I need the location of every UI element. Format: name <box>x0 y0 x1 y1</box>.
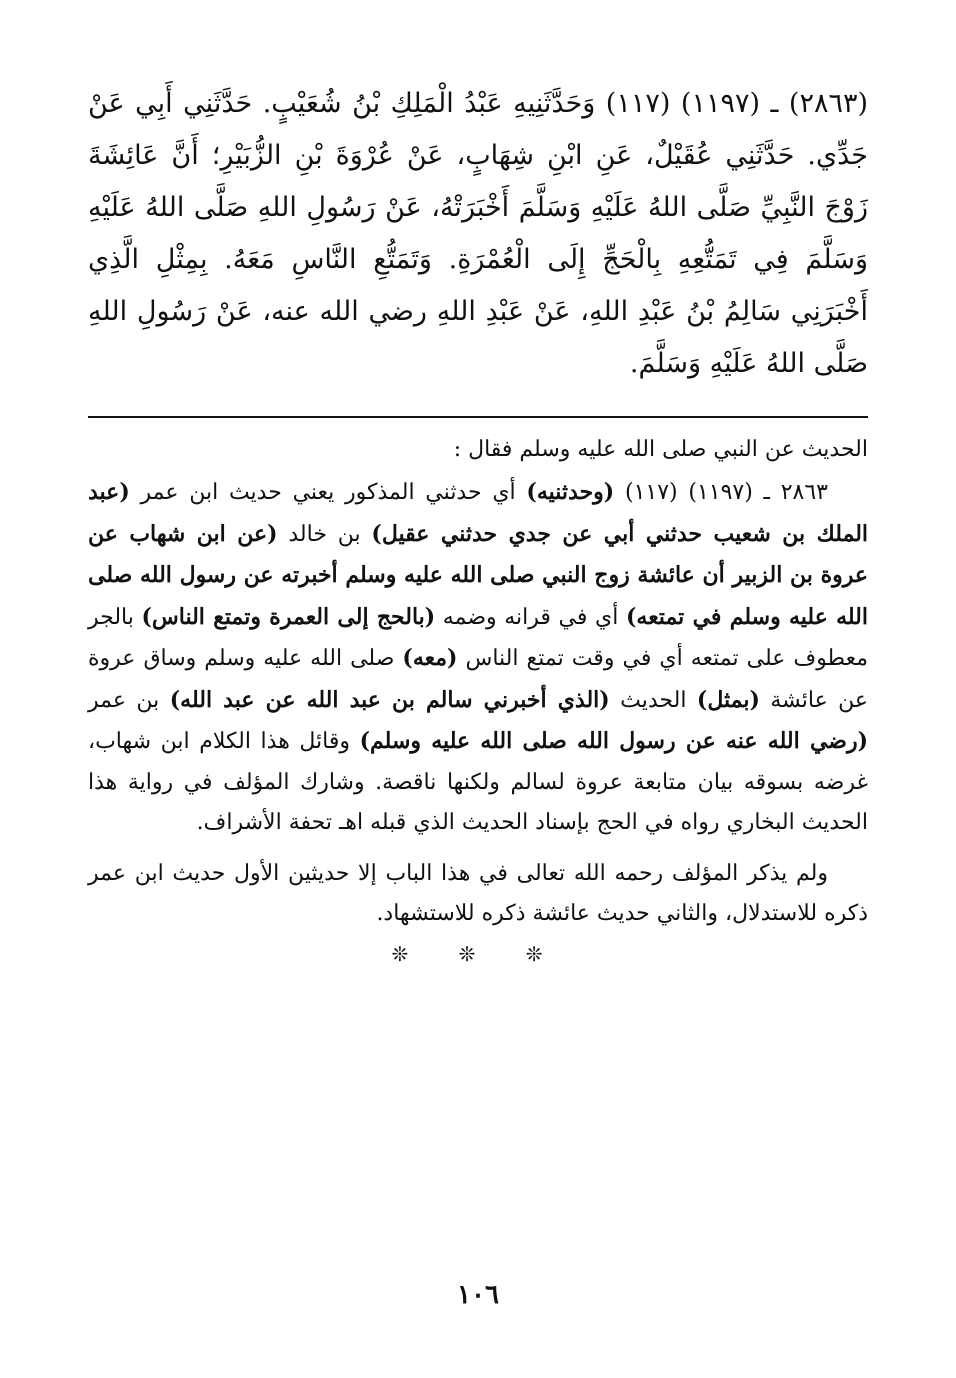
closing-paragraph: ولم يذكر المؤلف رحمه الله تعالى في هذا الباب إلا حديثين الأول حديث ابن عمر ذكره للاستدلال، والثاني حديث عائشة ذكره للاستشهاد. <box>88 860 868 926</box>
quoted-hadith-phrase: (معه) <box>402 645 458 671</box>
commentary-phrase: صلى الله عليه وسلم وساق عروة عن عائشة <box>88 646 869 713</box>
quoted-hadith-phrase: (بالحج إلى العمرة وتمتع الناس) <box>141 603 436 630</box>
commentary-phrase: أي في قرانه وضمه <box>435 604 626 630</box>
section-separator: ❊ ❊ ❊ <box>391 941 565 966</box>
commentary-phrase: أي حدثني المذكور يعني حديث ابن عمر <box>129 480 527 505</box>
hadith-text: (٢٨٦٣) ـ (١١٩٧) (١١٧) وَحَدَّثَنِيهِ عَبْدُ الْمَلِكِ بْنُ شُعَيْبٍ. حَدَّثَنِي أَبِي عَنْ جَدِّي. حَدَّثَنِي عُقَيْلٌ، عَنِ ابْنِ شِهَابٍ، عَنْ عُرْوَةَ بْنِ الزُّبَيْرِ؛ أَنَّ عَائِشَةَ زَوْجَ النَّبِيِّ صَلَّى اللهُ عَلَيْهِ وَسَلَّمَ أَخْبَرَتْهُ، عَنْ رَسُولِ اللهِ صَلَّى اللهُ عَلَيْهِ وَسَلَّمَ فِي تَمَتُّعِهِ بِالْحَجِّ إِلَى الْعُمْرَةِ. وَتَمَتُّعِ النَّاسِ مَعَهُ. بِمِثْلِ الَّذِي أَخْبَرَنِي سَالِمُ بْنُ عَبْدِ اللهِ، عَنْ عَبْدِ اللهِ رضي الله عنه، عَنْ رَسُولِ اللهِ صَلَّى اللهُ عَلَيْهِ وَسَلَّمَ. <box>88 88 868 379</box>
page-body <box>88 78 868 966</box>
quoted-hadith-phrase: (وحدثنيه) <box>526 479 615 505</box>
commentary-paragraph <box>88 472 868 844</box>
commentary-intro: الحديث عن النبي صلى الله عليه وسلم فقال : <box>453 437 868 462</box>
commentary-phrase: وقائل هذا الكلام ابن شهاب، غرضه بسوقه بيان متابعة عروة لسالم ولكنها ناقصة. وشارك المؤلف في رواية هذا الحديث البخاري رواه في الحج بإسناد الحديث الذي قبله اهـ تحفة الأشراف. <box>88 729 868 835</box>
page-number: ١٠٦ <box>457 1280 499 1310</box>
commentary-phrase: بن خالد <box>277 521 372 547</box>
commentary-phrase: بن عمر <box>88 687 170 713</box>
footnote-divider <box>88 416 868 418</box>
commentary-phrase: ٢٨٦٣ ـ (١١٩٧) (١١٧) <box>614 480 828 505</box>
quoted-hadith-phrase: (بمثل) <box>696 686 760 713</box>
commentary-phrase: الحديث <box>609 687 697 713</box>
commentary-phrase: بالجر معطوف على تمتعه أي في وقت تمتع الناس <box>88 604 869 671</box>
quoted-hadith-phrase: (رضي الله عنه عن رسول الله صلى الله عليه وسلم) <box>359 728 868 754</box>
quoted-hadith-phrase: (عن ابن شهاب عن عروة بن الزبير أن عائشة زوج النبي صلى الله عليه وسلم أخبرته عن رسول الله صلى الله عليه وسلم في تمتعه) <box>88 520 868 630</box>
quoted-hadith-phrase: (عبد الملك بن شعيب حدثني أبي عن جدي حدثني عقيل) <box>88 479 869 547</box>
quoted-hadith-phrase: (الذي أخبرني سالم بن عبد الله عن عبد الله) <box>169 686 610 713</box>
